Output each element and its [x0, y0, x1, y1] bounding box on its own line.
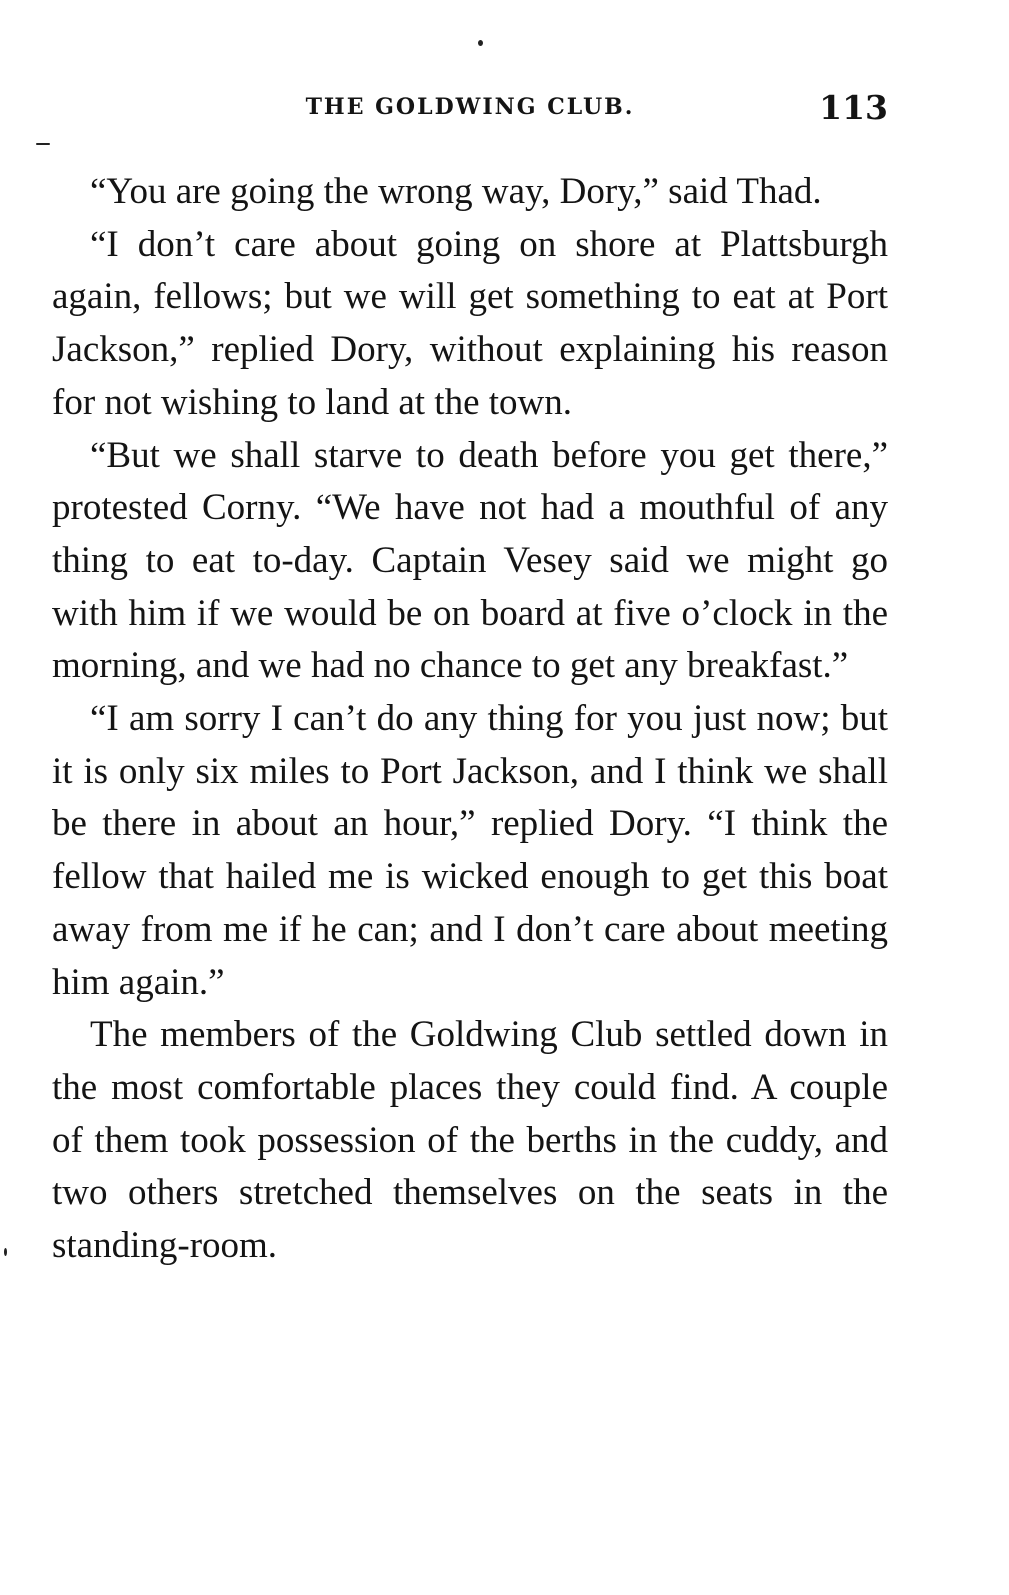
- print-speck: [4, 1248, 7, 1256]
- running-title: THE GOLDWING CLUB.: [305, 94, 635, 120]
- paragraph: “I am sorry I can’t do any thing for you just now; but it is only six miles to Port Jackson, and I think we shall be there in about an hour,” replied Dory. “I think the fellow that hailed me is wicked enough to get this boat away from me if he can; and I don’t care about meeting him again.”: [52, 698, 888, 1003]
- paragraph: The members of the Goldwing Club settled down in the most comfortable places they could find. A couple of them took possession of the berths in the cuddy, and two others stretched themselves on the seats in the standing-room.: [52, 1014, 888, 1267]
- paragraph: “But we shall starve to death before you get there,” protested Corny. “We have not had a mouthful of any thing to eat to-day. Captain Vesey said we might go with him if we would be on board at five o’clock in the morning, and we had no chance to get any breakfast.”: [52, 434, 888, 687]
- print-speck: [36, 143, 50, 145]
- paragraph: “You are going the wrong way, Dory,” said Thad.: [90, 171, 822, 212]
- print-speck: [478, 40, 483, 46]
- body-text: [52, 166, 888, 1273]
- paragraph: “I don’t care about going on shore at Plattsburgh again, fellows; but we will get something to eat at Port Jackson,” replied Dory, without explaining his reason for not wishing to land at the town.: [52, 223, 888, 423]
- page-number: 113: [819, 88, 888, 127]
- running-head: [52, 88, 888, 128]
